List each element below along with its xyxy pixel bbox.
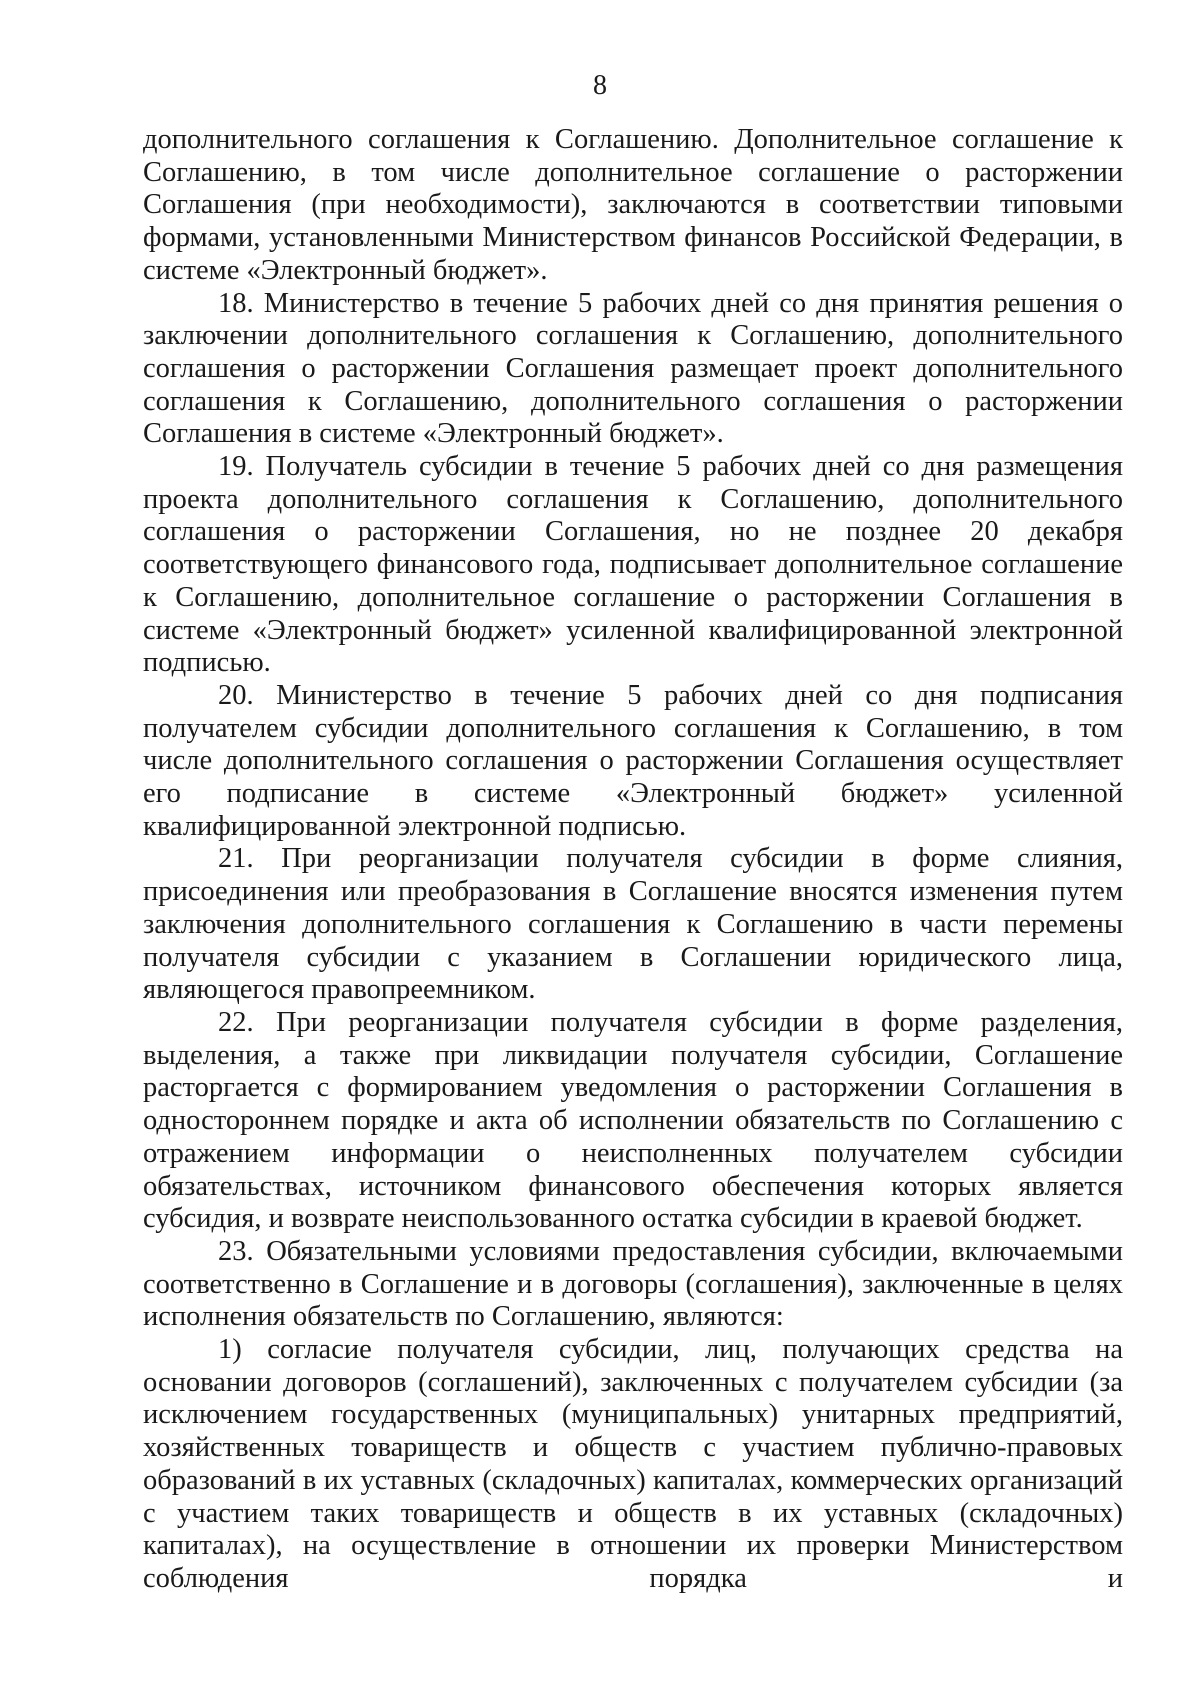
paragraph-18: 18. Министерство в течение 5 рабочих дней со дня принятия решения о заключении дополнительного соглашения к Соглашению, дополнительного соглашения о расторжении Соглашения размещает проект дополнительного соглашения к Соглашению, дополнительного соглашения о расторжении Соглашения в системе «Электронный бюджет».: [143, 287, 1123, 450]
paragraph-22: 22. При реорганизации получателя субсидии в форме разделения, выделения, а также при ликвидации получателя субсидии, Соглашение расторгается с формированием уведомления о расторжении Соглашения в одностороннем порядке и акта об исполнении обязательств по Соглашению с отражением информации о неисполненных получателем субсидии обязательствах, источником финансового обеспечения которых является субсидия, и возврате неиспользованного остатка субсидии в краевой бюджет.: [143, 1006, 1123, 1235]
paragraph-19: 19. Получатель субсидии в течение 5 рабочих дней со дня размещения проекта дополнительного соглашения к Соглашению, дополнительного соглашения о расторжении Соглашения, но не позднее 20 декабря соответствующего финансового года, подписывает дополнительное соглашение к Соглашению, дополнительное соглашение о расторжении Соглашения в системе «Электронный бюджет» усиленной квалифицированной электронной подписью.: [143, 451, 1123, 679]
paragraph-21: 21. При реорганизации получателя субсидии в форме слияния, присоединения или преобразования в Соглашение вносятся изменения путем заключения дополнительного соглашения к Соглашению в части перемены получателя субсидии с указанием в Соглашении юридического лица, являющегося правопреемником.: [143, 843, 1123, 1006]
paragraph-continuation: дополнительного соглашения к Соглашению. Дополнительное соглашение к Соглашению, в том числе дополнительное соглашение о расторжении Соглашения (при необходимости), заключаются в соответствии типовыми формами, установленными Министерством финансов Российской Федерации, в системе «Электронный бюджет».: [143, 124, 1123, 286]
page-number: 8: [593, 70, 607, 101]
paragraph-20: 20. Министерство в течение 5 рабочих дней со дня подписания получателем субсидии дополнительного соглашения к Соглашению, в том числе дополнительного соглашения о расторжении Соглашения осуществляет его подписание в системе «Электронный бюджет» усиленной квалифицированной электронной подписью.: [143, 679, 1123, 842]
document-body: [143, 124, 1123, 1596]
paragraph-23-item-1: 1) согласие получателя субсидии, лиц, получающих средства на основании договоров (соглашений), заключенных с получателем субсидии (за исключением государственных (муниципальных) унитарных предприятий, хозяйственных товариществ и обществ с участием публично-правовых образований в их уставных (складочных) капиталах, коммерческих организаций с участием таких товариществ и обществ в их уставных (складочных) капиталах), на осуществление в отношении их проверки Министерством соблюдения порядка и: [143, 1334, 1123, 1594]
paragraph-23: 23. Обязательными условиями предоставления субсидии, включаемыми соответственно в Соглашение и в договоры (соглашения), заключенные в целях исполнения обязательств по Соглашению, являются:: [143, 1235, 1123, 1333]
